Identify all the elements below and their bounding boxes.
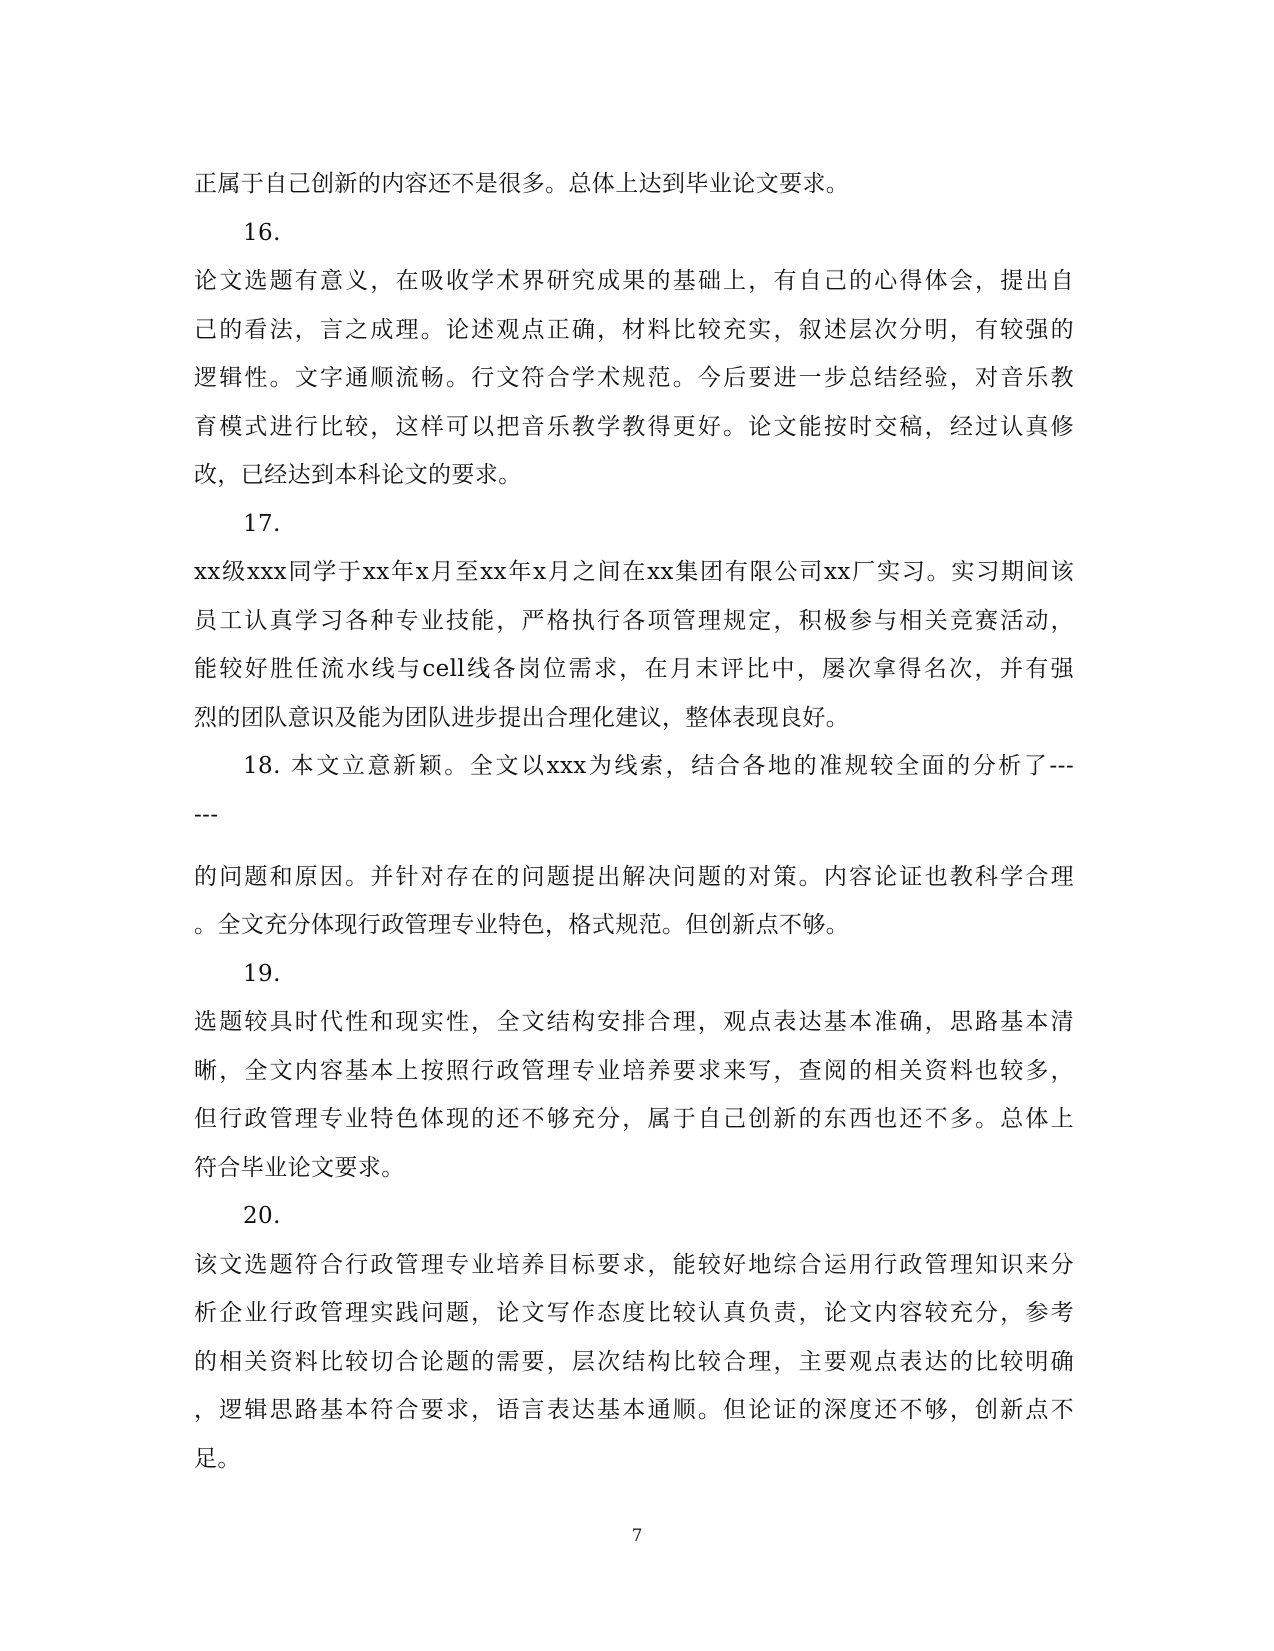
page-number: 7: [631, 1526, 643, 1546]
text-line: 正属于自己创新的内容还不是很多。总体上达到毕业论文要求。: [194, 171, 850, 197]
text-line: 但行政管理专业特色体现的还不够充分，属于自己创新的东西也还不多。总体上: [194, 1106, 1074, 1132]
text-line: 员工认真学习各种专业技能，严格执行各项管理规定，积极参与相关竞赛活动，: [194, 607, 1074, 634]
text-line: 的问题和原因。并针对存在的问题提出解决问题的对策。内容论证也教科学合理: [194, 863, 1074, 890]
document-body: [194, 160, 1074, 1483]
text-line: ---: [194, 801, 219, 828]
text-line: 选题较具时代性和现实性，全文结构安排合理，观点表达基本准确，思路基本清: [194, 1009, 1074, 1035]
text-line: 烈的团队意识及能为团队进步提出合理化建议，整体表现良好。: [194, 704, 850, 731]
text-line: 析企业行政管理实践问题，论文写作态度比较认真负责，论文内容较充分，参考: [194, 1300, 1074, 1326]
text-line: 晰，全文内容基本上按照行政管理专业培养要求来写，查阅的相关资料也较多，: [194, 1057, 1074, 1084]
text-line: 符合毕业论文要求。: [194, 1154, 405, 1181]
text-line: 育模式进行比较，这样可以把音乐教学教得更好。论文能按时交稿，经过认真修: [194, 413, 1074, 440]
item-number-19: 19.: [243, 960, 281, 987]
text-line: 己的看法，言之成理。论述观点正确，材料比较充实，叙述层次分明，有较强的: [194, 316, 1074, 343]
item-number-17: 17.: [243, 510, 281, 537]
text-line: xx级xxx同学于xx年x月至xx年x月之间在xx集团有限公司xx厂实习。实习期间该: [194, 559, 1074, 585]
text-line: 足。: [194, 1445, 241, 1472]
text-line: 该文选题符合行政管理专业培养目标要求，能较好地综合运用行政管理知识来分: [194, 1251, 1074, 1278]
text-line: ，逻辑思路基本符合要求，语言表达基本通顺。但论证的深度还不够，创新点不: [194, 1397, 1074, 1423]
item-number-20: 20.: [243, 1203, 281, 1229]
text-line: 改，已经达到本科论文的要求。: [194, 462, 522, 488]
item-number-16: 16.: [243, 219, 281, 246]
text-line: 能较好胜任流水线与cell线各岗位需求，在月末评比中，屡次拿得名次，并有强: [194, 656, 1074, 682]
text-line: 的相关资料比较切合论题的需要，层次结构比较合理，主要观点表达的比较明确: [194, 1348, 1074, 1375]
text-line: 逻辑性。文字通顺流畅。行文符合学术规范。今后要进一步总结经验，对音乐教: [194, 365, 1074, 391]
text-line: 论文选题有意义，在吸收学术界研究成果的基础上，有自己的心得体会，提出自: [194, 268, 1074, 294]
item-18-text-line: 18. 本文立意新颖。全文以xxx为线索，结合各地的准规较全面的分析了---: [243, 753, 1074, 779]
text-line: 。全文充分体现行政管理专业特色，格式规范。但创新点不够。: [194, 912, 850, 938]
